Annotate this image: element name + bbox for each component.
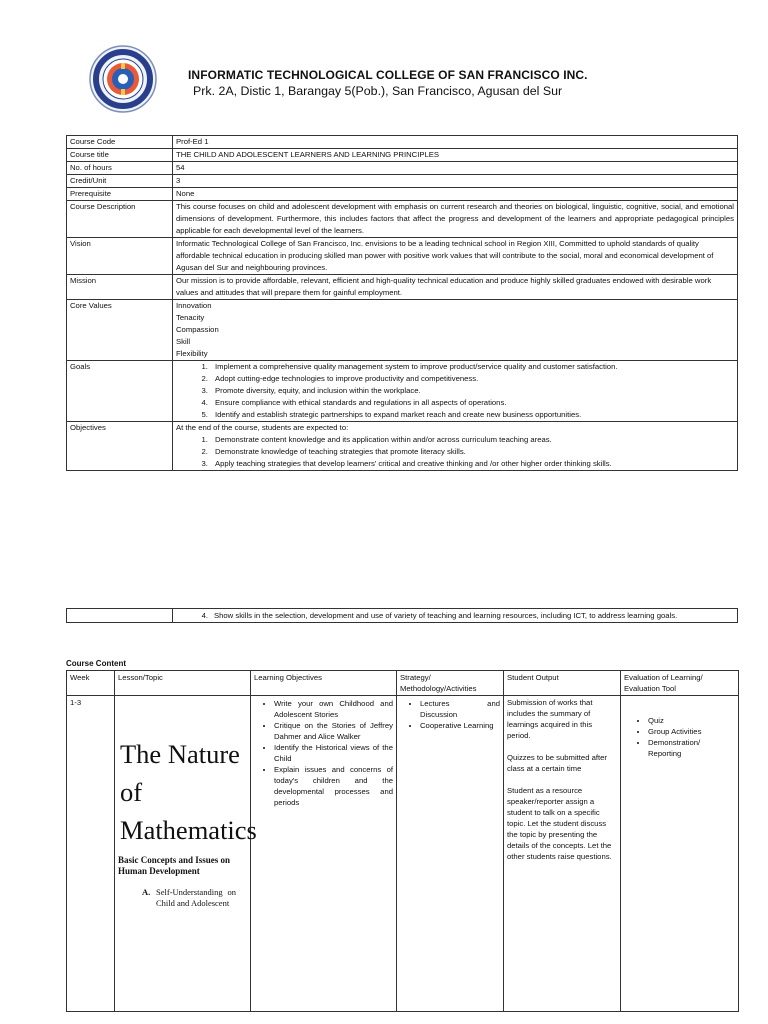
goals-label: Goals: [67, 361, 173, 422]
vision-label: Vision: [67, 238, 173, 275]
core-value-item: Compassion: [176, 325, 219, 334]
objective-item: 2. Demonstrate knowledge of teaching strategies that promote literacy skills.: [210, 446, 734, 458]
table-row: [67, 422, 738, 471]
core-value-item: Flexibility: [176, 349, 208, 358]
description-label: Course Description: [67, 201, 173, 238]
prerequisite-value: None: [173, 188, 738, 201]
description-value: This course focuses on child and adolescent development with emphasis on current research and theories on biological, linguistic, cognitive, social, and emotional dimensions of development. Furthermore, this includes factors that affect the progress and development of the learners and appropriate pedagogical principles applicable for each developmental level of the learners.: [173, 201, 738, 238]
output-paragraph: Quizzes to be submitted after class at a certain time: [507, 753, 607, 773]
core-values-list: [173, 300, 738, 361]
goal-item: 4. Ensure compliance with ethical standards and regulations in all aspects of operations.: [210, 397, 734, 409]
goal-item: 3. Promote diversity, equity, and inclusion within the workplace.: [210, 385, 734, 397]
table-row: [67, 609, 738, 623]
header-student-output: Student Output: [504, 671, 621, 696]
goal-item: 2. Adopt cutting-edge technologies to improve productivity and competitiveness.: [210, 373, 734, 385]
subitem-text: Self-Understanding on Child and Adolescent: [156, 887, 236, 908]
table-header-row: [67, 671, 739, 696]
objectives-label: Objectives: [67, 422, 173, 471]
prerequisite-label: Prerequisite: [67, 188, 173, 201]
topic-subitem: [142, 887, 247, 909]
table-row: [67, 149, 738, 162]
strategy-bullet: • Cooperative Learning: [420, 720, 500, 731]
lesson-topic-cell: [115, 696, 257, 1012]
table-row: [67, 201, 738, 238]
mission-label: Mission: [67, 275, 173, 300]
strategy-bullet: • Lectures and Discussion: [420, 698, 500, 720]
objective-item-4: [173, 609, 738, 623]
objective-item: 3. Apply teaching strategies that develop learners' critical and creative thinking and /or other higher order thinking skills.: [210, 458, 734, 470]
core-value-item: Tenacity: [176, 313, 205, 322]
hours-value: 54: [173, 162, 738, 175]
course-content-table: [66, 670, 739, 1012]
table-row: [67, 175, 738, 188]
header-lesson-topic: Lesson/Topic: [115, 671, 251, 696]
output-paragraph: Submission of works that includes the summary of learnings acquired in this period.: [507, 698, 593, 740]
output-paragraph: Student as a resource speaker/reporter assign a student to talk on a specific topic. Let the student discuss the topic by presenting the details of the concepts. Let the other students raise questions.: [507, 786, 612, 861]
goals-list: [173, 361, 738, 422]
topic-title: The Nature of Mathematics: [120, 739, 257, 845]
hours-label: No. of hours: [67, 162, 173, 175]
table-row: [67, 188, 738, 201]
course-code-label: Course Code: [67, 136, 173, 149]
objectives-intro: At the end of the course, students are expected to:: [176, 423, 349, 432]
objective-bullet: • Write your own Childhood and Adolescent Stories: [274, 698, 393, 720]
objectives-continuation-table: [66, 608, 738, 623]
topic-subtitle: Basic Concepts and Issues on Human Development: [118, 855, 231, 876]
objective-bullet: • Critique on the Stories of Jeffrey Dahmer and Alice Walker: [274, 720, 393, 742]
table-row: [67, 696, 739, 1012]
header-week: Week: [67, 671, 115, 696]
table-row: [67, 300, 738, 361]
week-cell: 1-3: [67, 696, 115, 1012]
vision-value: Informatic Technological College of San Francisco, Inc. envisions to be a leading technical school in Region XIII, Committed to uphold standards of quality affordable technical education in producing skilled man power with positive work values that will contribute to the social, moral and economical development of Agusan del Sur and neighbouring provinces.: [173, 238, 738, 275]
college-name: INFORMATIC TECHNOLOGICAL COLLEGE OF SAN FRANCISCO INC.: [188, 68, 588, 82]
table-row: [67, 361, 738, 422]
table-row: [67, 275, 738, 300]
mission-value: Our mission is to provide affordable, relevant, efficient and high-quality technical education and produce highly skilled graduates endowed with desirable work values and attitudes that will prepare them for gainful employment.: [173, 275, 738, 300]
objectives-list: [173, 422, 738, 471]
objective-text: Show skills in the selection, development and use of variety of teaching and learning resources, including ICT, to address learning goals.: [214, 611, 678, 620]
college-address: Prk. 2A, Distic 1, Barangay 5(Pob.), San Francisco, Agusan del Sur: [193, 84, 563, 98]
core-value-item: Skill: [176, 337, 191, 346]
goal-item: 5. Identify and establish strategic partnerships to expand market reach and create new business opportunities.: [210, 409, 734, 421]
course-info-table: [66, 135, 738, 471]
objective-number: 4.: [201, 611, 208, 620]
header-evaluation: Evaluation of Learning/ Evaluation Tool: [621, 671, 739, 696]
header-learning-objectives: Learning Objectives: [251, 671, 397, 696]
course-title-label: Course title: [67, 149, 173, 162]
empty-cell: [67, 609, 173, 623]
header-strategy: Strategy/ Methodology/Activities: [397, 671, 504, 696]
table-row: [67, 238, 738, 275]
credit-label: Credit/Unit: [67, 175, 173, 188]
objective-bullet: • Explain issues and concerns of today's children and the developmental processes and periods: [274, 764, 393, 808]
evaluation-bullet: • Demonstration/ Reporting: [648, 737, 735, 759]
course-content-heading: Course Content: [66, 659, 126, 668]
objective-bullet: • Identify the Historical views of the Child: [274, 742, 393, 764]
evaluation-bullet: • Quiz: [648, 715, 735, 726]
credit-value: 3: [173, 175, 738, 188]
course-code-value: Prof-Ed 1: [173, 136, 738, 149]
course-title-value: THE CHILD AND ADOLESCENT LEARNERS AND LEARNING PRINCIPLES: [173, 149, 738, 162]
evaluation-bullet: • Group Activities: [648, 726, 735, 737]
college-seal-logo: [88, 44, 158, 114]
table-row: [67, 136, 738, 149]
strategy-cell: [397, 696, 504, 1012]
goal-item: 1. Implement a comprehensive quality management system to improve product/service quality and customer satisfaction.: [210, 361, 734, 373]
objective-item: 1. Demonstrate content knowledge and its application within and/or across curriculum teaching areas.: [210, 434, 734, 446]
core-value-item: Innovation: [176, 301, 212, 310]
student-output-cell: [504, 696, 621, 1012]
subitem-marker: A.: [142, 887, 151, 897]
table-row: [67, 162, 738, 175]
learning-objectives-cell: [251, 696, 397, 1012]
evaluation-cell: [621, 696, 739, 1012]
core-values-label: Core Values: [67, 300, 173, 361]
